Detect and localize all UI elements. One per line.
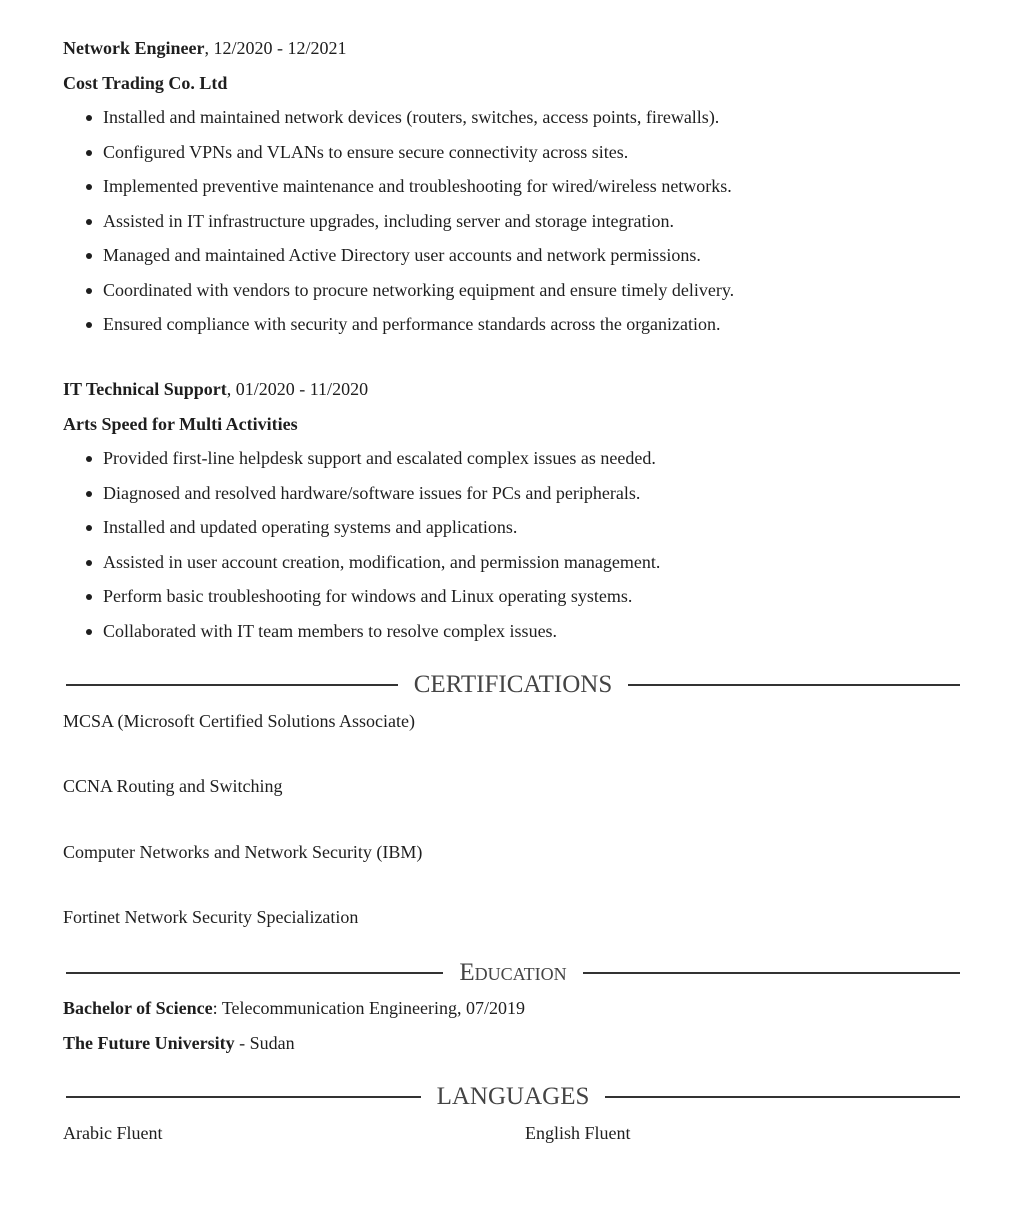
bullet-item: Installed and updated operating systems and applications. <box>63 510 960 545</box>
languages-heading <box>66 1082 960 1112</box>
education-entry <box>63 991 960 1060</box>
section-title: CERTIFICATIONS <box>413 671 613 698</box>
bullet-item: Diagnosed and resolved hardware/software issues for PCs and peripherals. <box>63 476 960 511</box>
bullet-item: Coordinated with vendors to procure networking equipment and ensure timely delivery. <box>63 273 960 308</box>
bullet-item: Assisted in user account creation, modification, and permission management. <box>63 545 960 580</box>
bullet-item: Provided first-line helpdesk support and escalated complex issues as needed. <box>63 441 960 476</box>
certification-item: Computer Networks and Network Security (IBM) <box>63 842 423 862</box>
job-header <box>63 372 960 407</box>
degree-line <box>63 991 960 1026</box>
bullet-item: Installed and maintained network devices (routers, switches, access points, firewalls). <box>63 100 960 135</box>
degree: Bachelor of Science <box>63 998 213 1018</box>
bullet-item: Ensured compliance with security and performance standards across the organization. <box>63 307 960 342</box>
job-title: Network Engineer <box>63 38 205 58</box>
bullet-item: Assisted in IT infrastructure upgrades, including server and storage integration. <box>63 204 960 239</box>
job-bullets <box>63 100 960 342</box>
job-network-engineer <box>63 31 960 342</box>
certification-item: MCSA (Microsoft Certified Solutions Associate) <box>63 711 415 731</box>
bullet-item: Collaborated with IT team members to resolve complex issues. <box>63 614 960 649</box>
job-dates: , 12/2020 - 12/2021 <box>204 38 347 58</box>
bullet-item: Perform basic troubleshooting for windows and Linux operating systems. <box>63 579 960 614</box>
degree-field: : Telecommunication Engineering, 07/2019 <box>212 998 525 1018</box>
certifications-heading <box>66 670 960 700</box>
bullet-item: Managed and maintained Active Directory user accounts and network permissions. <box>63 238 960 273</box>
education-heading <box>66 958 960 988</box>
section-title: LANGUAGES <box>436 1083 590 1110</box>
company-label: Arts Speed for Multi Activities <box>63 413 298 434</box>
job-dates: , 01/2020 - 11/2020 <box>226 379 369 399</box>
company-name <box>63 407 960 442</box>
job-it-support <box>63 372 960 648</box>
school: The Future University <box>63 1032 235 1053</box>
bullet-item: Implemented preventive maintenance and troubleshooting for wired/wireless networks. <box>63 169 960 204</box>
bullet-item: Configured VPNs and VLANs to ensure secure connectivity across sites. <box>63 135 960 170</box>
divider <box>66 972 443 974</box>
divider <box>628 684 960 686</box>
job-header <box>63 31 960 66</box>
company-label: Cost Trading Co. Ltd <box>63 72 228 93</box>
company-name <box>63 66 960 101</box>
divider <box>583 972 960 974</box>
divider <box>66 684 398 686</box>
certification-item: Fortinet Network Security Specialization <box>63 907 359 927</box>
language-item: English Fluent <box>525 1123 631 1143</box>
language-item: Arabic Fluent <box>63 1123 163 1143</box>
section-title: Education <box>459 959 567 986</box>
divider <box>66 1096 421 1098</box>
divider <box>605 1096 960 1098</box>
job-bullets <box>63 441 960 648</box>
school-location: - Sudan <box>234 1032 295 1053</box>
school-line <box>63 1026 960 1061</box>
job-title: IT Technical Support <box>63 379 227 399</box>
certification-item: CCNA Routing and Switching <box>63 776 283 796</box>
